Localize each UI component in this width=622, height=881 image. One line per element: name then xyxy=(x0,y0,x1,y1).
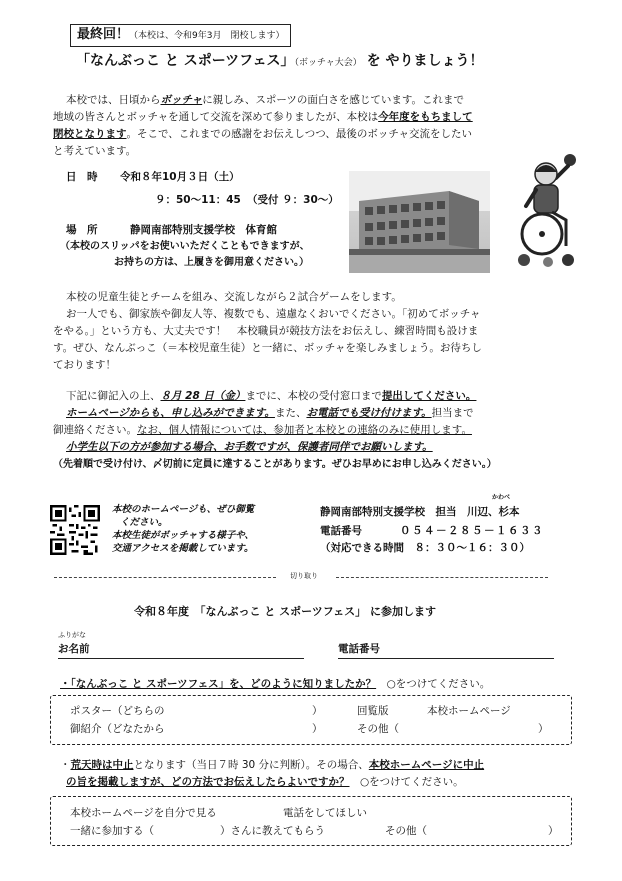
closing-emphasis: 今年度をもちまして xyxy=(378,111,473,123)
intro-line-2 xyxy=(53,109,473,126)
privacy-note: なお、個人情報については、参加者と本校との連絡のみに使用します。 xyxy=(137,424,472,436)
cut-line-left xyxy=(54,577,276,578)
event-headline xyxy=(76,50,483,70)
question-2-instruction: ○をつけてください。 xyxy=(360,776,464,788)
phone-apply-emphasis: お電話でも受け付けます。 xyxy=(306,407,432,419)
intro-text: 。そこで、これまでの感謝をお伝えしつつ、最後のボッチャ交流をしたい xyxy=(126,128,473,140)
apply-text: また、 xyxy=(274,407,307,419)
apply-text: 下記に御記入の上、 xyxy=(66,390,161,402)
option-join-together[interactable]: 一緒に参加する（ xyxy=(70,825,154,837)
option-other[interactable]: その他（ xyxy=(357,723,399,735)
name-label: お名前 xyxy=(58,643,90,655)
final-label: 最終回！ xyxy=(77,27,130,42)
cancel-emphasis: 荒天時は中止 xyxy=(70,759,134,771)
qr-note-line: 本校のホームページも、ぜひ御覧 xyxy=(112,504,255,515)
option-school-homepage[interactable]: 本校ホームページ xyxy=(427,705,511,717)
intro-text: に親しみ、スポーツの面白さを感じています。これまで xyxy=(202,94,465,106)
name-input-line[interactable] xyxy=(58,658,304,659)
phone-input-line[interactable] xyxy=(338,658,554,659)
cut-line-right xyxy=(336,577,548,578)
date-value: 令和８年10月３日（土） xyxy=(120,171,240,183)
headline-sub: （ボッチャ大会） xyxy=(294,58,362,68)
final-notice-box xyxy=(70,24,291,47)
homepage-qr-code[interactable] xyxy=(50,505,100,555)
activity-line-4: す。ぜひ、なんぶっこ（＝本校児童生徒）と一緒に、ボッチャを楽しみましょう。お待ちし xyxy=(53,342,482,354)
apply-text: 担当まで xyxy=(431,407,474,419)
qr-note-line: 本校生徒がボッチャする様子や、 xyxy=(112,530,255,541)
intro-text: 地域の皆さんとボッチャを通して交流を深めて参りましたが、本校は xyxy=(53,111,379,123)
intro-line-4: と考えています。 xyxy=(53,145,137,157)
furigana-label: ふりがな xyxy=(58,631,86,639)
activity-line-5: ております！ xyxy=(53,359,116,371)
apply-line-3 xyxy=(53,422,472,439)
question-1 xyxy=(60,676,490,693)
apply-text: 御連絡ください。 xyxy=(53,424,137,436)
cut-label: 切り取り xyxy=(290,572,318,580)
boccia-emphasis: ボッチャ xyxy=(160,94,203,106)
apply-text: までに、本校の受付窓口まで xyxy=(245,390,382,402)
option-phone-call[interactable]: 電話をしてほしい xyxy=(283,807,367,819)
submit-emphasis: 提出してください。 xyxy=(381,390,477,402)
school-building-photo xyxy=(349,171,490,273)
date-label: 日 時 xyxy=(66,171,98,183)
intro-line-1 xyxy=(66,92,464,109)
phone-label: 電話番号 xyxy=(320,525,362,537)
qr-note xyxy=(112,503,254,555)
option-poster-close: ） xyxy=(312,705,323,717)
phone-number[interactable]: ０５４－２８５－１６３３ xyxy=(400,525,544,537)
kawabe-ruby: かわべ xyxy=(492,494,511,501)
option-join-together-end: ）さんに教えてもらう xyxy=(220,825,325,837)
option-other-2-close: ） xyxy=(548,825,559,837)
question-2-text: の旨を掲載しますが、どの方法でお伝えしたらよいですか？ xyxy=(66,776,350,788)
question-2-line-1 xyxy=(60,757,484,774)
deadline-date: ８月 28 日（金） xyxy=(160,390,246,402)
slipper-note-1: （本校のスリッパをお使いいただくこともできますが、 xyxy=(60,241,310,252)
headline-main: 「なんぶっこ と スポーツフェス」 xyxy=(76,53,295,69)
activity-line-3: をやる。」という方も、大丈夫です！ 本校職員が競技方法をお伝えし、練習時間も設けま xyxy=(53,325,479,337)
homepage-apply-emphasis: ホームページからも、申し込みができます。 xyxy=(66,407,275,419)
headline-end: を やりましょう！ xyxy=(366,53,484,69)
apply-line-1 xyxy=(66,388,476,405)
form-title: 令和８年度 「なんぶっこ と スポーツフェス」 に参加します xyxy=(134,605,436,618)
qr-note-line: 交通アクセスを掲載しています。 xyxy=(112,543,254,554)
first-come-note: （先着順で受け付け、〆切前に定員に達することがあります。ぜひお早めにお申し込みください。） xyxy=(53,459,497,470)
school-contact-person: 静岡南部特別支援学校 担当 川辺、杉本 xyxy=(320,506,520,518)
place-label: 場 所 xyxy=(66,224,98,236)
closing-emphasis-2: 閉校となります xyxy=(53,128,127,140)
option-introduction[interactable]: 御紹介（どなたから xyxy=(70,723,165,735)
intro-text: 本校では、日頃から xyxy=(66,94,161,106)
question-2-text: となります（当日７時 30 分に判断）。その場合、 xyxy=(133,759,369,771)
slipper-note-2: お持ちの方は、上履きを御用意ください。） xyxy=(114,257,309,268)
closing-note: （本校は、令和9年3月 閉校します） xyxy=(129,31,285,41)
qr-note-line: ください。 xyxy=(120,517,168,528)
option-intro-close: ） xyxy=(312,723,323,735)
reception-time: （受付 ９：30〜） xyxy=(247,194,339,206)
option-poster[interactable]: ポスター（どちらの xyxy=(70,705,165,717)
apply-line-2 xyxy=(66,405,474,422)
option-other-2[interactable]: その他（ xyxy=(385,825,427,837)
contact-hours: （対応できる時間 ８：３０〜１６：３０） xyxy=(320,542,530,554)
activity-line-2: お一人でも、御家族や御友人等、複数でも、遠慮なくおいでください。「初めてボッチャ xyxy=(66,308,481,320)
question-2-line-2 xyxy=(66,774,464,791)
wheelchair-boccia-player-icon xyxy=(512,150,582,272)
option-circular[interactable]: 回覧版 xyxy=(357,705,389,717)
activity-line-1: 本校の児童生徒とチームを組み、交流しながら２試合ゲームをします。 xyxy=(66,291,402,303)
intro-line-3 xyxy=(53,126,472,143)
time-value: ９：50〜11：45 xyxy=(155,194,241,206)
option-other-close: ） xyxy=(538,723,549,735)
guardian-note: 小学生以下の方が参加する場合、お手数ですが、保護者同伴でお願いします。 xyxy=(66,441,433,453)
form-phone-label: 電話番号 xyxy=(338,643,380,655)
place-value: 静岡南部特別支援学校 体育館 xyxy=(130,224,277,236)
question-1-instruction: ○をつけてください。 xyxy=(386,678,491,690)
school-building-illustration xyxy=(349,171,490,273)
question-1-text: ・「なんぶっこ と スポーツフェス」を、どのように知りましたか？ xyxy=(60,678,377,690)
homepage-cancel-emphasis: 本校ホームページに中止 xyxy=(368,759,485,771)
question-2-bullet: ・ xyxy=(60,759,71,771)
option-check-homepage[interactable]: 本校ホームページを自分で見る xyxy=(70,807,217,819)
